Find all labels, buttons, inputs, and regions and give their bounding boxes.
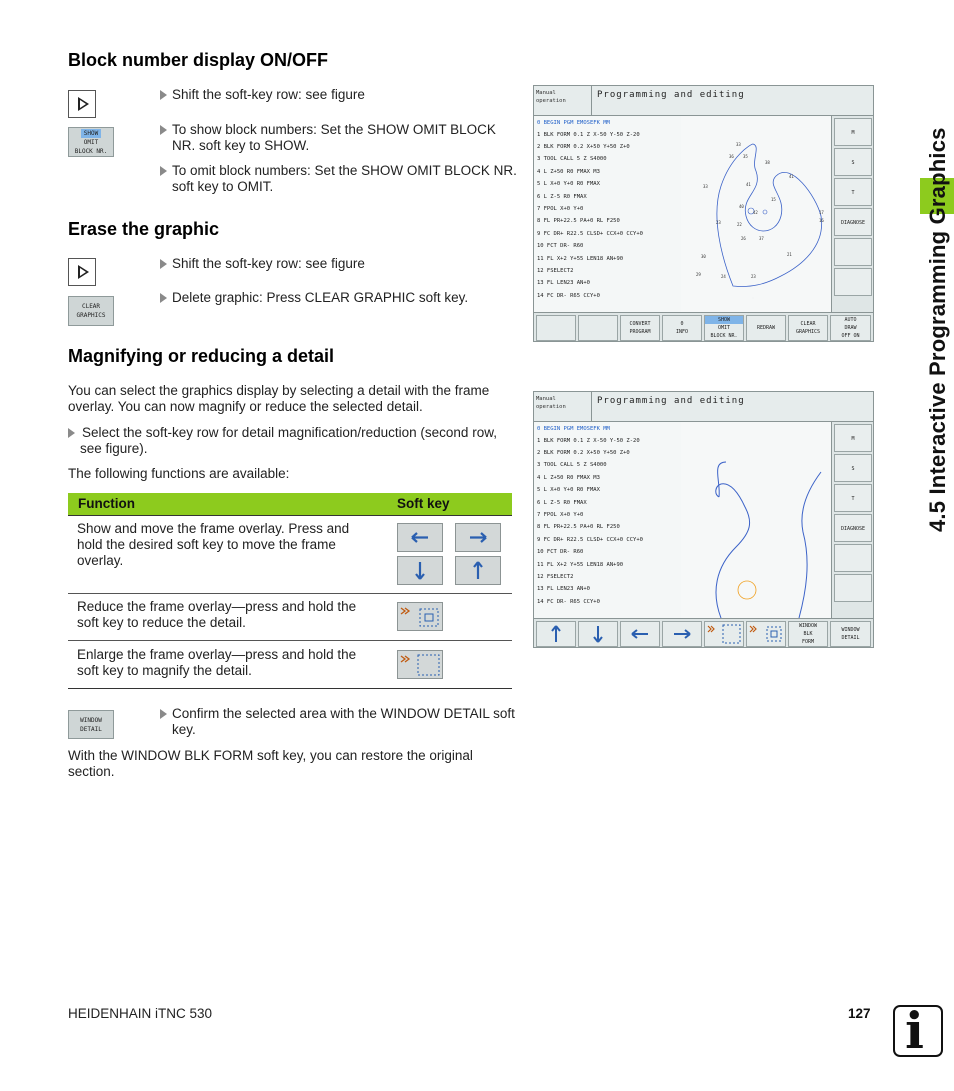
svg-text:35: 35 <box>743 154 748 159</box>
side-key-t: T <box>834 178 872 206</box>
step-shift-softkey-row-2: Shift the soft-key row: see figure <box>160 256 522 272</box>
bottom-key-arrow-left <box>620 621 660 647</box>
side-key-empty <box>834 574 872 602</box>
bottom-key-convert-program: CONVERT PROGRAM <box>620 315 660 341</box>
bottom-key-redraw: REDRAW <box>746 315 786 341</box>
svg-text:30: 30 <box>701 254 706 259</box>
screen-title: Programming and editing <box>592 392 873 422</box>
heading-magnify-reduce: Magnifying or reducing a detail <box>68 346 335 366</box>
info-icon: i <box>893 1005 943 1057</box>
step-confirm-window-detail: Confirm the selected area with the WINDOW DETAIL soft key. <box>160 706 522 738</box>
svg-text:29: 29 <box>696 272 701 277</box>
step-delete-graphic: Delete graphic: Press CLEAR GRAPHIC soft key. <box>160 290 522 306</box>
svg-text:36: 36 <box>729 154 734 159</box>
manual-name: HEIDENHAIN iTNC 530 <box>68 1006 213 1021</box>
bottom-key-window-detail: WINDOW DETAIL <box>830 621 871 647</box>
function-table-header <box>68 493 512 515</box>
bottom-key-window-blk-form: WINDOW BLK FORM <box>788 621 828 647</box>
side-key-diagnose: DIAGNOSE <box>834 514 872 542</box>
bottom-key-enlarge-frame <box>704 621 744 647</box>
svg-text:38: 38 <box>765 160 770 165</box>
svg-text:41: 41 <box>789 174 794 179</box>
chapter-title: 4.5 Interactive Programming Graphics <box>925 127 950 532</box>
table-divider <box>68 593 512 594</box>
svg-text:42: 42 <box>753 210 758 215</box>
contour-graphic <box>681 116 831 312</box>
heading-block-number-display: Block number display ON/OFF <box>68 50 329 70</box>
bottom-key-arrow-up <box>536 621 576 647</box>
col-softkey: Soft key <box>397 496 450 511</box>
svg-text:22: 22 <box>737 222 742 227</box>
bottom-key-arrow-down <box>578 621 618 647</box>
table-row-move-frame: Show and move the frame overlay. Press and hold the desired soft key to move the frame overlay. <box>77 521 350 568</box>
bottom-key-show-omit: SHOW OMIT BLOCK NR. <box>704 315 744 341</box>
step-select-softkey-row: Select the soft-key row for detail magnification/reduction (second row, see figure). <box>68 425 520 457</box>
shift-softkey-row-icon <box>68 90 96 118</box>
step-show-block-numbers: To show block numbers: Set the SHOW OMIT BLOCK NR. soft key to SHOW. <box>160 122 522 154</box>
vertical-softkeys <box>831 422 874 618</box>
svg-text:16: 16 <box>819 218 824 223</box>
side-key-m: M <box>834 424 872 452</box>
bottom-key-reduce-frame <box>746 621 786 647</box>
side-key-diagnose: DIAGNOSE <box>834 208 872 236</box>
svg-text:15: 15 <box>771 197 776 202</box>
vertical-softkeys <box>831 116 874 312</box>
functions-intro: The following functions are available: <box>68 466 290 481</box>
table-divider <box>68 640 512 641</box>
clear-graphics-softkey: CLEAR GRAPHICS <box>68 296 114 326</box>
operation-mode-label: Manual operation <box>534 392 592 422</box>
intro-paragraph: You can select the graphics display by selecting a detail with the frame overlay. You can now magnify or reduce the selected detail. <box>68 383 490 414</box>
screen-title: Programming and editing <box>592 86 873 116</box>
svg-text:23: 23 <box>751 274 756 279</box>
arrow-left-softkey <box>397 523 443 552</box>
outro-paragraph: With the WINDOW BLK FORM soft key, you can restore the original section. <box>68 748 473 779</box>
reduce-frame-softkey <box>397 602 443 631</box>
svg-text:41: 41 <box>746 182 751 187</box>
side-key-empty <box>834 544 872 572</box>
bottom-key-arrow-right <box>662 621 702 647</box>
table-bottom-line <box>68 688 512 689</box>
side-key-empty <box>834 238 872 266</box>
step-omit-block-numbers: To omit block numbers: Set the SHOW OMIT BLOCK NR. soft key to OMIT. <box>160 163 522 195</box>
svg-text:24: 24 <box>721 274 726 279</box>
bottom-key-empty <box>536 315 576 341</box>
operation-mode-label: Manual operation <box>534 86 592 116</box>
side-key-s: S <box>834 454 872 482</box>
side-key-s: S <box>834 148 872 176</box>
bottom-key-clear-graphics: CLEAR GRAPHICS <box>788 315 828 341</box>
step-shift-softkey-row: Shift the soft-key row: see figure <box>160 87 522 103</box>
table-divider <box>68 515 512 516</box>
window-detail-softkey: WINDOW DETAIL <box>68 710 114 739</box>
shift-softkey-row-icon-2 <box>68 258 96 286</box>
heading-erase-graphic: Erase the graphic <box>68 219 220 239</box>
magnified-contour-graphic <box>681 422 831 618</box>
bottom-key-empty <box>578 315 618 341</box>
arrow-up-softkey <box>455 556 501 585</box>
page-number: 127 <box>848 1006 871 1021</box>
col-function: Function <box>78 496 135 511</box>
svg-text:37: 37 <box>759 236 764 241</box>
tnc-screen-second-softkey-row <box>533 391 874 648</box>
svg-text:40: 40 <box>739 204 744 209</box>
arrow-down-softkey <box>397 556 443 585</box>
svg-text:26: 26 <box>741 236 746 241</box>
arrow-right-softkey <box>455 523 501 552</box>
enlarge-frame-softkey <box>397 650 443 679</box>
bottom-softkeys <box>534 618 873 648</box>
svg-text:23: 23 <box>716 220 721 225</box>
svg-text:33: 33 <box>703 184 708 189</box>
bottom-key-auto-draw: AUTO DRAW OFF ON <box>830 315 871 341</box>
program-listing: 0 BEGIN PGM EMOSEFK MM 1 BLK FORM 0.1 Z X-50 Y-50 Z-20 2 BLK FORM 0.2 X+50 Y+50 Z+0 3 TOOL CALL 5 Z S4000 4 L Z+50 R0 FMAX M3 5 L X+0 Y+0 R0 FMAX 6 L Z-5 R0 FMAX 7 FPOL X+0 Y+0 8 FL PR+22.5 PA+0 RL F250 9 FC DR+ R22.5 CLSD+ CCX+0 CCY+0 10 FCT DR- R60 11 FL X+2 Y+55 LEN18 AN+90 12 FSELECT2 13 FL LEN23 AN+0 14 FC DR- R65 CCY+0 <box>534 422 682 618</box>
side-key-t: T <box>834 484 872 512</box>
svg-text:21: 21 <box>787 252 792 257</box>
side-key-empty <box>834 268 872 296</box>
program-listing: 0 BEGIN PGM EMOSEFK MM 1 BLK FORM 0.1 Z X-50 Y-50 Z-20 2 BLK FORM 0.2 X+50 Y+50 Z+0 3 TOOL CALL 5 Z S4000 4 L Z+50 R0 FMAX M3 5 L X+0 Y+0 R0 FMAX 6 L Z-5 R0 FMAX 7 FPOL X+0 Y+0 8 FL PR+22.5 PA+0 RL F250 9 FC DR+ R22.5 CLSD+ CCX+0 CCY+0 10 FCT DR- R60 11 FL X+2 Y+55 LEN18 AN+90 12 FSELECT2 13 FL LEN23 AN+0 14 FC DR- R65 CCY+0 <box>534 116 682 312</box>
tnc-screen-first-softkey-row <box>533 85 874 342</box>
svg-text:33: 33 <box>736 142 741 147</box>
chapter-title-vertical <box>925 32 954 592</box>
table-row-reduce-frame: Reduce the frame overlay—press and hold the soft key to reduce the detail. <box>77 599 357 630</box>
svg-text:17: 17 <box>819 210 824 215</box>
side-key-m: M <box>834 118 872 146</box>
bottom-softkeys <box>534 312 873 342</box>
table-row-enlarge-frame: Enlarge the frame overlay—press and hold the soft key to magnify the detail. <box>77 647 357 678</box>
bottom-key-info: 0 INFO <box>662 315 702 341</box>
show-omit-block-nr-softkey: SHOW OMIT BLOCK NR. <box>68 127 114 157</box>
